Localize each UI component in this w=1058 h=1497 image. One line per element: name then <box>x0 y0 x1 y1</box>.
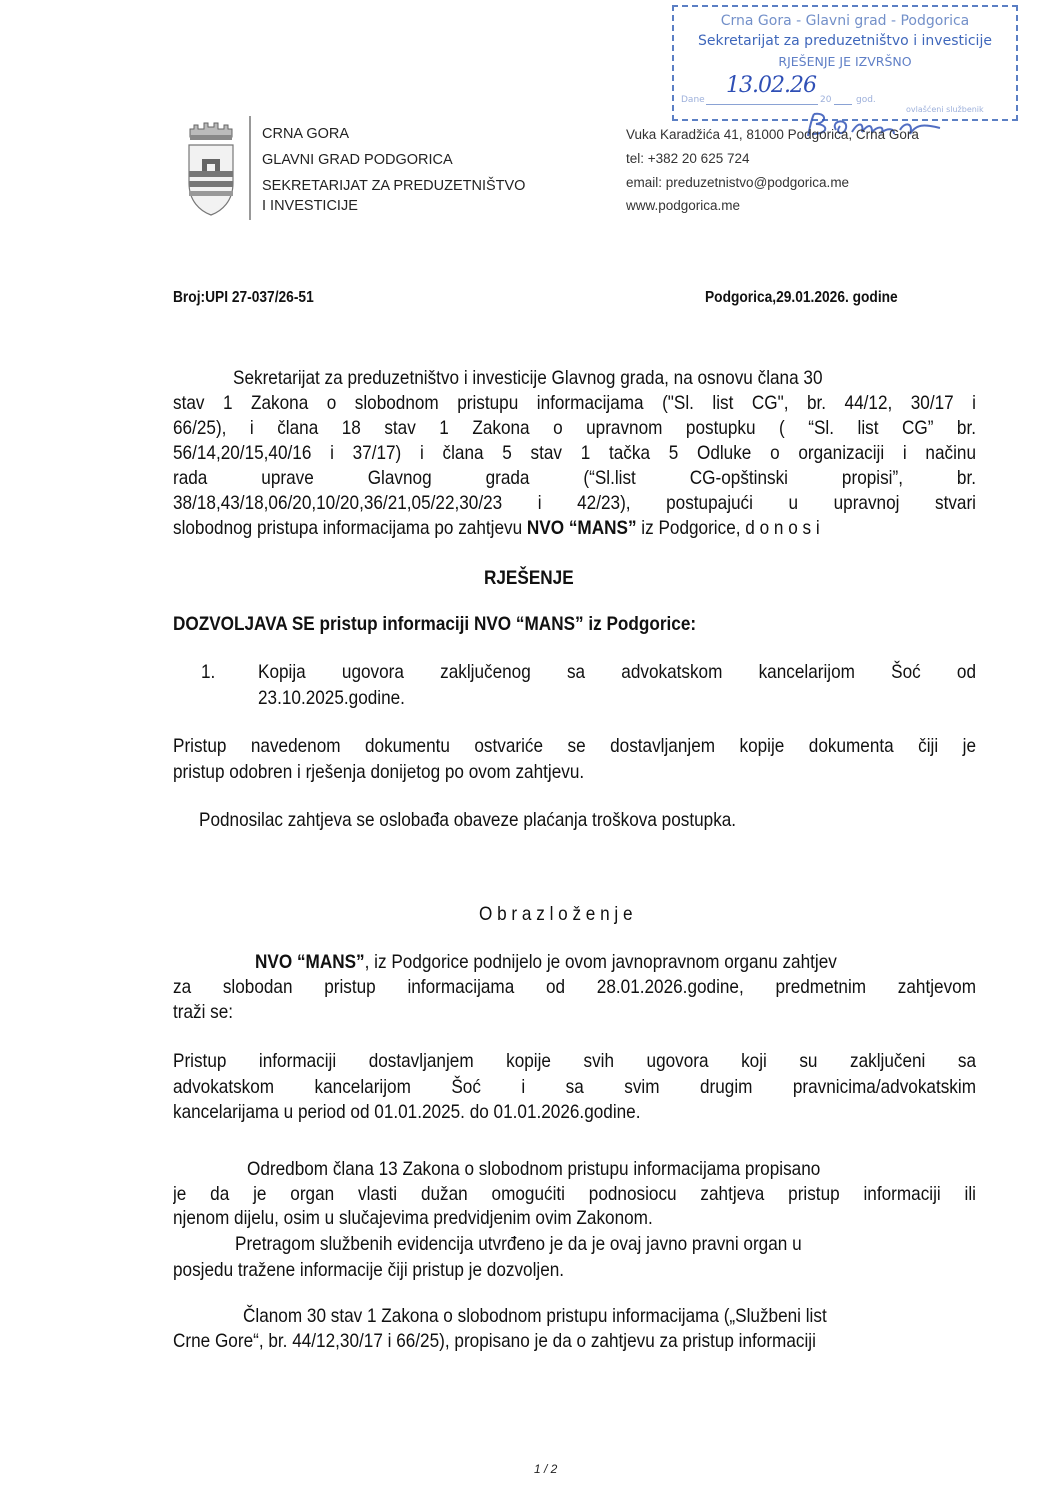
reasoning-p4-line-1: Pretragom službenih evidencija utvrđeno je da je ovaj javno pravni organ u <box>235 1233 802 1255</box>
decision-item-line-2: 23.10.2025.godine. <box>258 687 405 709</box>
reasoning-p2-line-1: Pristup informaciji dostavljanjem kopije svih ugovora koji su zaključeni sa <box>173 1050 976 1072</box>
header-divider <box>249 116 251 220</box>
intro-applicant: NVO “MANS” <box>526 517 637 539</box>
reasoning-p1-line-3: traži se: <box>173 1001 234 1023</box>
intro-line-7 <box>173 516 820 540</box>
contact-tel: tel: +382 20 625 724 <box>626 151 750 166</box>
contact-website[interactable]: www.podgorica.me <box>626 198 741 213</box>
decision-item-number: 1. <box>201 661 216 683</box>
org-line-secretariat: SEKRETARIJAT ZA PREDUZETNIŠTVO <box>262 178 526 194</box>
document-number: Broj:UPI 27-037/26-51 <box>173 289 314 306</box>
reasoning-p1-line-2: za slobodan pristup informacijama od 28.01.2026.godine, predmetnim zahtjevom <box>173 976 976 998</box>
decision-item-line-1: Kopija ugovora zaključenog sa advokatskom kancelarijom Šoć od <box>258 661 976 683</box>
intro-line-2: stav 1 Zakona o slobodnom pristupu informacijama ("Sl. list CG", br. 44/12, 30/17 i <box>173 392 976 414</box>
place-date: Podgorica,29.01.2026. godine <box>705 289 898 306</box>
decision-title: RJEŠENJE <box>484 567 574 589</box>
reasoning-p1-line-1 <box>255 950 837 974</box>
org-line-secretariat-cont: I INVESTICIJE <box>262 198 358 214</box>
access-line-1: Pristup navedenom dokumentu ostvariće se dostavljanjem kopije dokumenta čiji je <box>173 735 976 757</box>
reasoning-applicant: NVO “MANS” <box>255 951 365 973</box>
fee-line: Podnosilac zahtjeva se oslobađa obaveze plaćanja troškova postupka. <box>199 809 737 831</box>
intro-line-3: 66/25), i člana 18 stav 1 Zakona o upravnom postupku ( “Sl. list CG” br. <box>173 417 976 439</box>
intro-line-7-suffix: iz Podgorice, d o n o s i <box>636 517 820 539</box>
contact-email[interactable]: email: preduzetnistvo@podgorica.me <box>626 175 850 190</box>
stamp-line-3: RJEŠENJE JE IZVRŠNO <box>778 54 912 69</box>
reasoning-p2-line-3: kancelarijama u period od 01.01.2025. do 01.01.2026.godine. <box>173 1101 641 1123</box>
stamp-handwritten-date: 13.02.26 <box>726 73 816 98</box>
reasoning-p3-line-1: Odredbom člana 13 Zakona o slobodnom pristupu informacijama propisano <box>247 1158 821 1180</box>
intro-line-7-prefix: slobodnog pristupa informacijama po zahtjevu <box>173 517 527 539</box>
reasoning-p1-line-1-rest: , iz Podgorice podnijelo je ovom javnopravnom organu zahtjev <box>364 951 837 973</box>
stamp-line-2: Sekretarijat za preduzetništvo i investicije <box>698 33 992 49</box>
access-line-2: pristup odobren i rješenja donijetog po ovom zahtjevu. <box>173 761 585 783</box>
intro-line-4: 56/14,20/15,40/16 i 37/17) i člana 5 stav 1 tačka 5 Odluke o organizaciji i načinu <box>173 442 976 464</box>
stamp-date-line <box>706 104 818 105</box>
coat-of-arms-logo <box>186 121 236 217</box>
contact-address: Vuka Karadžića 41, 81000 Podgorica, Crna Gora <box>626 127 919 142</box>
reasoning-title: O b r a z l o ž e n j e <box>479 903 633 925</box>
stamp-year-prefix: 20 <box>820 95 832 105</box>
reasoning-p2-line-2: advokatskom kancelarijom Šoć i sa svim drugim pravnicima/advokatskim <box>173 1076 976 1098</box>
stamp-dane-label: Dane <box>681 95 705 105</box>
intro-line-5: rada uprave Glavnog grada (“Sl.list CG-opštinski propisi”, br. <box>173 467 976 489</box>
reasoning-p3-line-3: njenom dijelu, osim u slučajevima predvidjenim ovim Zakonom. <box>173 1207 653 1229</box>
reasoning-p4-line-2: posjedu tražene informacije čiji pristup je dozvoljen. <box>173 1259 565 1281</box>
stamp-god-label: god. <box>856 95 876 105</box>
org-line-country: CRNA GORA <box>262 126 350 142</box>
intro-line-1: Sekretarijat za preduzetništvo i investicije Glavnog grada, na osnovu člana 30 <box>233 367 823 389</box>
reasoning-p5-line-2: Crne Gore“, br. 44/12,30/17 i 66/25), propisano je da o zahtjevu za pristup informaciji <box>173 1330 816 1352</box>
stamp-line-1: Crna Gora - Glavni grad - Podgorica <box>720 13 970 29</box>
stamp-year-line <box>834 104 852 105</box>
page-number: 1 / 2 <box>534 1462 558 1476</box>
execution-stamp <box>672 5 1018 121</box>
org-line-city: GLAVNI GRAD PODGORICA <box>262 152 453 168</box>
reasoning-p5-line-1: Članom 30 stav 1 Zakona o slobodnom pristupu informacijama („Službeni list <box>243 1305 827 1327</box>
decision-grant-line: DOZVOLJAVA SE pristup informaciji NVO “MANS” iz Podgorice: <box>173 613 697 635</box>
intro-line-6: 38/18,43/18,06/20,10/20,36/21,05/22,30/23 i 42/23), postupajući u upravnoj stvari <box>173 492 976 514</box>
reasoning-p3-line-2: je da je organ vlasti dužan omogućiti podnosiocu zahtjeva pristup informaciji ili <box>173 1183 976 1205</box>
stamp-officer-label: ovlašćeni službenik <box>906 105 984 114</box>
